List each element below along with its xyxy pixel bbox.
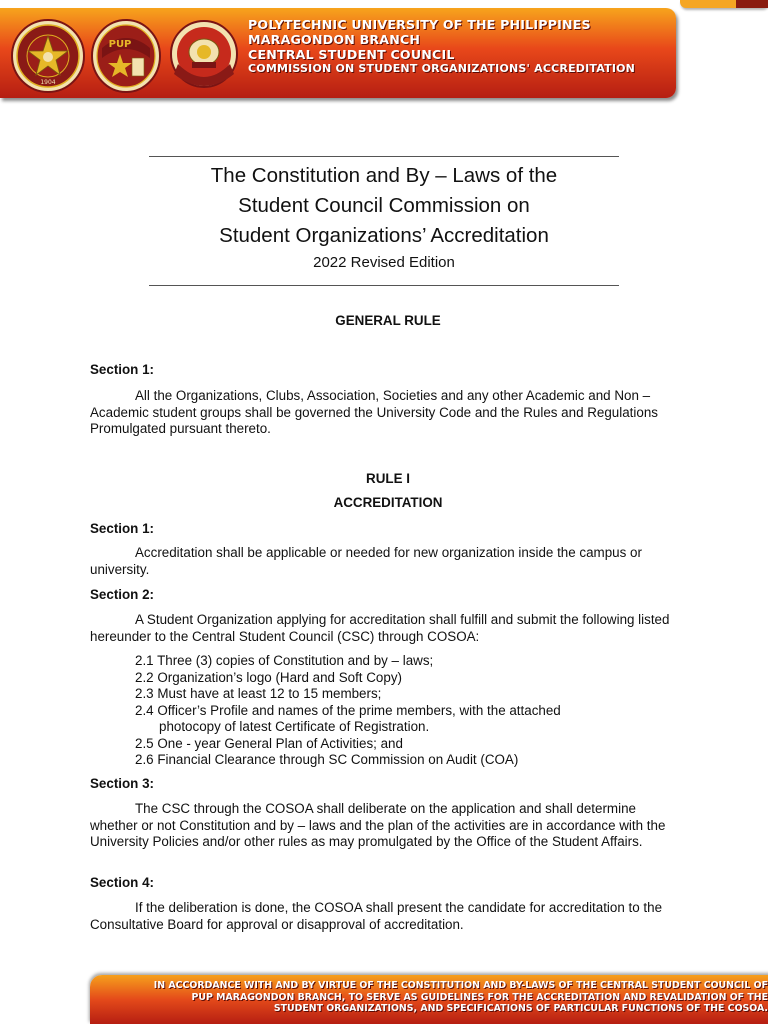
- header-top-strip-accent: [736, 0, 768, 8]
- central-student-council-seal-icon: [90, 18, 162, 94]
- commission-name: COMMISSION ON STUDENT ORGANIZATIONS' ACCREDITATION: [248, 62, 636, 75]
- footer-line-1: IN ACCORDANCE WITH AND BY VIRTUE OF THE CONSTITUTION AND BY-LAWS OF THE CENTRAL STUDENT COUNCIL OF: [153, 980, 768, 991]
- general-rule-heading: GENERAL RULE: [335, 313, 441, 328]
- list-item: 2.3 Must have at least 12 to 15 members;: [135, 686, 382, 701]
- branch-name: MARAGONDON BRANCH: [248, 32, 421, 47]
- title-line-3: Student Organizations’ Accreditation: [219, 224, 549, 247]
- rule-1-section-1-label: Section 1:: [90, 521, 154, 536]
- footer-line-3: STUDENT ORGANIZATIONS, AND SPECIFICATIONS OF PARTICULAR FUNCTIONS OF THE COSOA.: [273, 1003, 768, 1015]
- rule-1-section-3-text: The CSC through the COSOA shall deliberate on the application and shall determine whether or not Constitution and by – laws and the plan of the activities are in accordance with the University Policies and/or other rules as may promulgated by the Office of the Student Affairs.: [90, 801, 666, 849]
- rule-1-section-2-label: Section 2:: [90, 587, 154, 602]
- rule-1-section-4-label: Section 4:: [90, 875, 154, 890]
- rule-1-subheading: ACCREDITATION: [333, 495, 443, 510]
- list-item: 2.4 Officer’s Profile and names of the prime members, with the attached photocopy of latest Certificate of Registration.: [135, 702, 561, 734]
- document-title: [130, 161, 638, 273]
- general-rule-section-1-label: Section 1:: [90, 362, 154, 377]
- header-text: [248, 17, 668, 76]
- footer-text: [108, 980, 768, 1015]
- rule-1-section-4-text: If the deliberation is done, the COSOA shall present the candidate for accreditation to the Consultative Board for approval or disapproval of accreditation.: [90, 900, 663, 932]
- list-item: 2.2 Organization’s logo (Hard and Soft Copy): [135, 669, 402, 685]
- title-divider-bottom: [149, 285, 619, 286]
- footer-line-2: PUP MARAGONDON BRANCH, TO SERVE AS GUIDELINES FOR THE ACCREDITATION AND REVALIDATION OF THE: [191, 991, 768, 1003]
- rule-1-section-3-label: Section 3:: [90, 776, 154, 791]
- rule-1-section-1-text: Accreditation shall be applicable or needed for new organization inside the campus or university.: [90, 545, 642, 577]
- seal-acronym: PUP: [108, 39, 132, 50]
- seal-year: 1904: [40, 79, 56, 86]
- rule-1-heading: RULE I: [366, 471, 410, 486]
- requirements-list: [135, 653, 686, 769]
- cosoa-seal-icon: [168, 18, 240, 94]
- edition-label: 2022 Revised Edition: [313, 254, 455, 271]
- list-item: 2.5 One - year General Plan of Activities; and: [135, 735, 403, 751]
- rule-1-section-2-text: A Student Organization applying for accreditation shall fulfill and submit the following listed hereunder to the Central Student Council (CSC) through COSOA:: [90, 612, 670, 644]
- general-rule-section-1-text: All the Organizations, Clubs, Association, Societies and any other Academic and Non – Academic student groups shall be governed the University Code and the Rules and Regulations Promulgated pursuant thereto.: [90, 388, 658, 436]
- title-divider-top: [149, 156, 619, 157]
- title-line-2: Student Council Commission on: [238, 194, 530, 217]
- title-line-1: The Constitution and By – Laws of the: [210, 164, 558, 187]
- list-item: 2.6 Financial Clearance through SC Commission on Audit (COA): [135, 752, 519, 767]
- university-seal-icon: [10, 18, 86, 94]
- council-name: CENTRAL STUDENT COUNCIL: [248, 47, 455, 62]
- university-name: POLYTECHNIC UNIVERSITY OF THE PHILIPPINES: [248, 17, 591, 32]
- list-item: 2.1 Three (3) copies of Constitution and by – laws;: [135, 653, 434, 668]
